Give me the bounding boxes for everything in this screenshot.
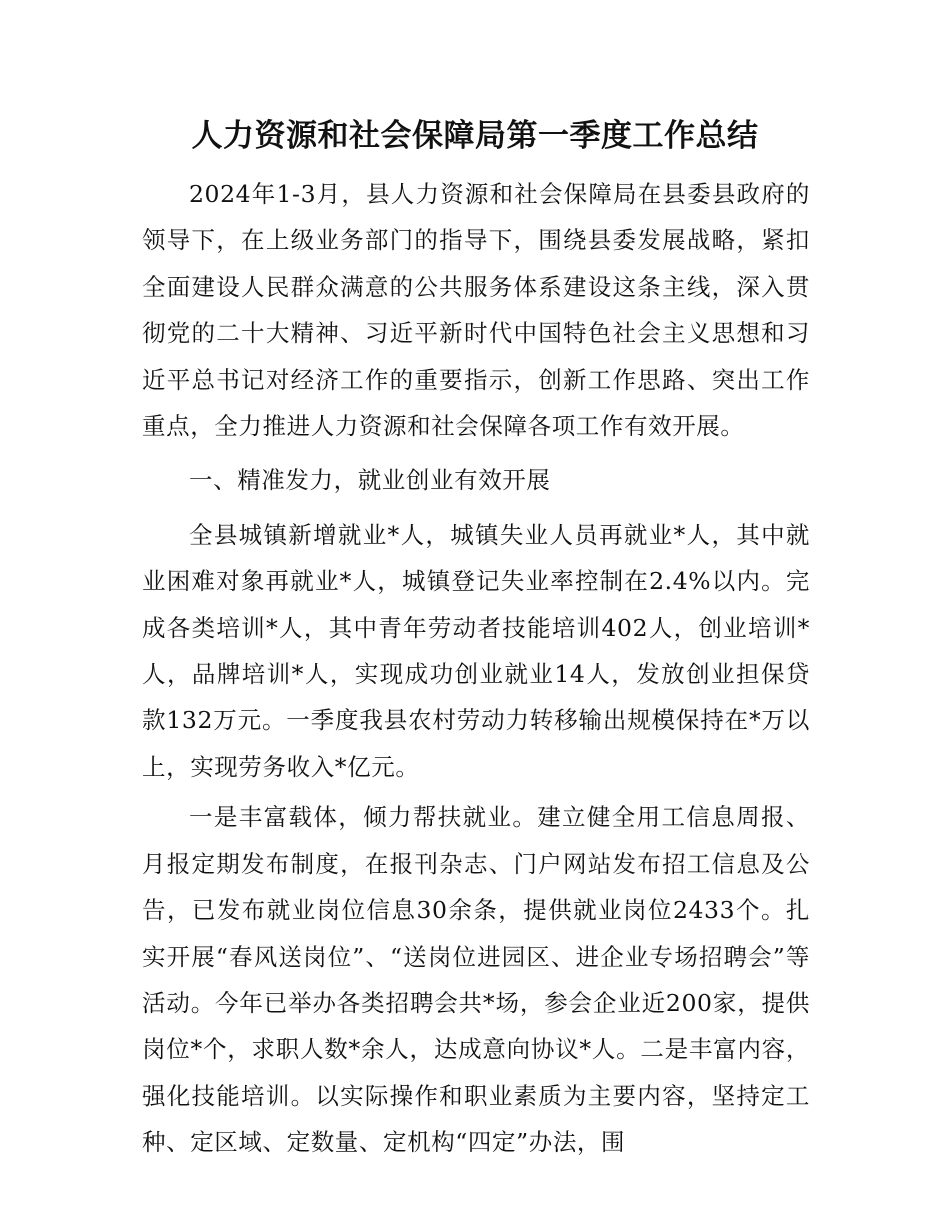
paragraph-gap <box>142 449 810 453</box>
employment-summary-paragraph: 全县城镇新增就业*人，城镇失业人员再就业*人，其中就业困难对象再就业*人，城镇登记失业率控制在2.4%以内。完成各类培训*人，其中青年劳动者技能培训402人，创业培训*人，品牌培训*人，实现成功创业就业14人，发放创业担保贷款132万元。一季度我县农村劳动力转移输出规模保持在*万以上，实现劳务收入*亿元。 <box>142 520 810 781</box>
employment-measures-paragraph: 一是丰富载体，倾力帮扶就业。建立健全用工信息周报、月报定期发布制度，在报刊杂志、门户网站发布招工信息及公告，已发布就业岗位信息30余条，提供就业岗位2433个。扎实开展“春风送岗位”、“送岗位进园区、进企业专场招聘会”等活动。今年已举办各类招聘会共*场，参会企业近200家，提供岗位*个，求职人数*余人，达成意向协议*人。二是丰富内容，强化技能培训。以实际操作和职业素质为主要内容，坚持定工种、定区域、定数量、定机构“四定”办法，围 <box>142 803 810 1157</box>
section-heading: 一、精准发力，就业创业有效开展 <box>189 466 551 495</box>
document-body <box>142 171 810 1166</box>
intro-paragraph: 2024年1-3月，县人力资源和社会保障局在县委县政府的领导下，在上级业务部门的指导下，围绕县委发展战略，紧扣全面建设人民群众满意的公共服务体系建设这条主线，深入贯彻党的二十大精神、习近平新时代中国特色社会主义思想和习近平总书记对经济工作的重要指示，创新工作思路、突出工作重点，全力推进人力资源和社会保障各项工作有效开展。 <box>142 180 810 441</box>
document-title: 人力资源和社会保障局第一季度工作总结 <box>191 118 759 154</box>
